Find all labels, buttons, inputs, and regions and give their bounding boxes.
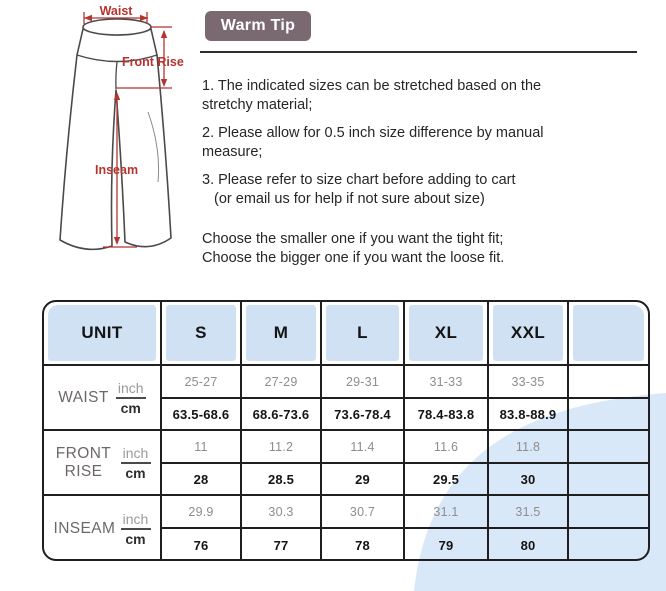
size-value-cell: 31-33 bbox=[405, 366, 489, 399]
unit-inch: inch bbox=[117, 379, 144, 396]
tip-text: 2. Please allow for 0.5 inch size difference by manual bbox=[202, 125, 544, 141]
header-cell-xxl: XXL bbox=[493, 305, 563, 361]
tip-text: 1. The indicated sizes can be stretched based on the bbox=[202, 78, 542, 94]
table-row bbox=[44, 366, 648, 399]
header-cell-l: L bbox=[326, 305, 399, 361]
size-value-cell bbox=[569, 399, 648, 431]
fit-note bbox=[202, 230, 654, 268]
header-cell-m: M bbox=[246, 305, 316, 361]
size-value-cell: 73.6-78.4 bbox=[322, 399, 405, 431]
header-cell-s: S bbox=[166, 305, 236, 361]
waist-label: Waist bbox=[99, 4, 133, 18]
size-value-cell: 11.8 bbox=[489, 431, 569, 464]
unit-inch: inch bbox=[122, 444, 149, 461]
size-value-cell: 79 bbox=[405, 529, 489, 561]
size-value-cell bbox=[569, 431, 648, 464]
size-value-cell: 31.1 bbox=[405, 496, 489, 529]
tip-text: 3. Please refer to size chart before adding to cart bbox=[202, 172, 516, 188]
unit-cm: cm bbox=[125, 530, 146, 547]
size-value-cell: 11.6 bbox=[405, 431, 489, 464]
fit-note-text: Choose the smaller one if you want the tight fit; bbox=[202, 231, 504, 247]
size-value-cell: 33-35 bbox=[489, 366, 569, 399]
size-value-cell: 29 bbox=[322, 464, 405, 496]
size-value-cell: 30 bbox=[489, 464, 569, 496]
unit-cm: cm bbox=[120, 399, 141, 416]
divider-line bbox=[200, 51, 637, 53]
size-value-cell: 29.9 bbox=[162, 496, 242, 529]
unit-fraction bbox=[116, 381, 146, 415]
size-chart-table bbox=[42, 300, 650, 561]
tip-text: measure; bbox=[202, 144, 263, 160]
inseam-label: Inseam bbox=[95, 163, 139, 177]
size-value-cell: 78 bbox=[322, 529, 405, 561]
table-row bbox=[44, 496, 648, 529]
size-value-cell: 27-29 bbox=[242, 366, 322, 399]
size-value-cell: 78.4-83.8 bbox=[405, 399, 489, 431]
waist-opening bbox=[83, 19, 151, 35]
size-value-cell: 80 bbox=[489, 529, 569, 561]
table-header-row bbox=[44, 302, 648, 366]
tips-section bbox=[202, 77, 654, 277]
unit-inch: inch bbox=[122, 510, 149, 527]
fit-note-text: Choose the bigger one if you want the loose fit. bbox=[202, 250, 505, 266]
size-value-cell: 31.5 bbox=[489, 496, 569, 529]
unit-cm: cm bbox=[125, 464, 146, 481]
row-label: WAIST bbox=[58, 388, 109, 406]
size-value-cell bbox=[569, 366, 648, 399]
row-label-cell-inseam bbox=[44, 496, 162, 561]
size-value-cell: 77 bbox=[242, 529, 322, 561]
size-value-cell: 30.7 bbox=[322, 496, 405, 529]
tip-item-2 bbox=[202, 124, 654, 162]
size-value-cell bbox=[569, 464, 648, 496]
size-value-cell: 83.8-88.9 bbox=[489, 399, 569, 431]
front-rise-label: Front Rise bbox=[122, 55, 184, 69]
unit-fraction bbox=[121, 446, 151, 480]
size-value-cell: 30.3 bbox=[242, 496, 322, 529]
size-value-cell: 25-27 bbox=[162, 366, 242, 399]
header-cell-unit: UNIT bbox=[48, 305, 156, 361]
size-value-cell: 76 bbox=[162, 529, 242, 561]
size-value-cell: 11.4 bbox=[322, 431, 405, 464]
unit-fraction bbox=[121, 512, 151, 546]
size-value-cell: 29.5 bbox=[405, 464, 489, 496]
warm-tip-badge: Warm Tip bbox=[205, 11, 311, 41]
size-value-cell: 11 bbox=[162, 431, 242, 464]
tip-text: (or email us for help if not sure about size) bbox=[214, 191, 485, 207]
size-value-cell: 28 bbox=[162, 464, 242, 496]
size-value-cell bbox=[569, 529, 648, 561]
table-row bbox=[44, 431, 648, 464]
row-label: INSEAM bbox=[53, 519, 116, 537]
tip-text: stretchy material; bbox=[202, 97, 313, 113]
size-value-cell: 63.5-68.6 bbox=[162, 399, 242, 431]
row-label-cell-front-rise bbox=[44, 431, 162, 496]
size-value-cell: 29-31 bbox=[322, 366, 405, 399]
size-value-cell: 28.5 bbox=[242, 464, 322, 496]
header-cell-empty bbox=[573, 305, 644, 361]
row-label: FRONT RISE bbox=[55, 444, 112, 480]
size-value-cell: 11.2 bbox=[242, 431, 322, 464]
row-label-cell-waist bbox=[44, 366, 162, 431]
header-cell-xl: XL bbox=[409, 305, 483, 361]
pants-measurement-diagram bbox=[0, 0, 220, 270]
size-value-cell bbox=[569, 496, 648, 529]
tip-item-3 bbox=[202, 171, 654, 209]
tip-item-1 bbox=[202, 77, 654, 115]
size-value-cell: 68.6-73.6 bbox=[242, 399, 322, 431]
